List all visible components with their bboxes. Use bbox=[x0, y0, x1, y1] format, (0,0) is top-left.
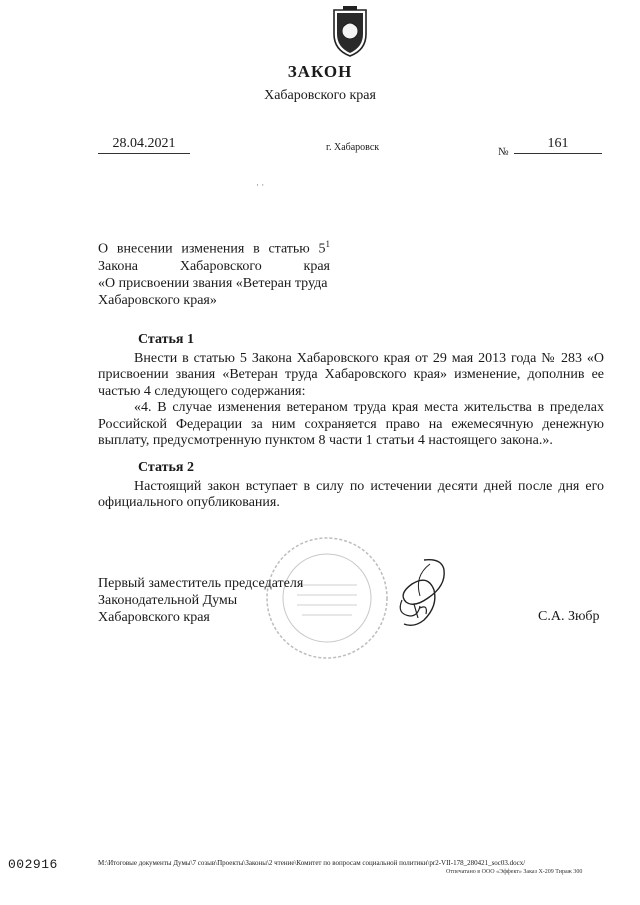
signatory-position-line-3: Хабаровского края bbox=[98, 610, 210, 625]
document-region: Хабаровского края bbox=[264, 88, 376, 103]
scan-artifact-dots: · · bbox=[256, 180, 265, 190]
title-line-1: О внесении изменения в статью $5^1$ bbox=[98, 239, 330, 257]
document-date: 28.04.2021 bbox=[98, 136, 190, 154]
title-line-1-mark: 1 bbox=[325, 239, 330, 249]
article-1-paragraph-2: «4. В случае изменения ветераном труда края места жительства в пределах Российской Федерации за ним сохраняется право на ежемесячную денежную выплату, предусмотренную пунктом 8 части 1 статьи 4 настоящего закона.». bbox=[98, 400, 604, 448]
law-title-block bbox=[98, 236, 330, 309]
article-1-paragraph-1: Внести в статью 5 Закона Хабаровского края от 29 мая 2013 года № 283 «О присвоении звания «Ветеран труда Хабаровского края» изменение, дополнив ее частью 4 следующего содержания: bbox=[98, 350, 604, 399]
article-1-heading: Статья 1 bbox=[138, 332, 194, 347]
signatory-position-line-2: Законодательной Думы bbox=[98, 593, 238, 608]
document-city: г. Хабаровск bbox=[326, 142, 380, 153]
document-number-label: № bbox=[498, 146, 509, 158]
footer-print-info: Отпечатано в ООО «Эффект» Заказ X-209 Тираж 300 bbox=[446, 869, 583, 875]
article-2-heading: Статья 2 bbox=[138, 460, 194, 475]
article-2-paragraph-1: Настоящий закон вступает в силу по истечении десяти дней после дня его официального опубликования. bbox=[98, 478, 604, 510]
article-2 bbox=[98, 460, 604, 512]
article-1 bbox=[98, 332, 604, 450]
title-line-4: Хабаровского края» bbox=[98, 292, 217, 308]
title-line-2: Закона Хабаровского края bbox=[98, 258, 330, 274]
footer-file-path: M:\Итоговые документы Думы\7 созыв\Проекты\Законы\2 чтение\Комитет по вопросам социальной политики\pr2-VII-178_280421_soc03.docx/ bbox=[98, 859, 526, 867]
title-line-3: «О присвоении звания «Ветеран труда bbox=[98, 275, 328, 291]
coat-of-arms-emblem bbox=[328, 4, 372, 58]
document-number: 161 bbox=[514, 136, 602, 154]
document-type: ЗАКОН bbox=[287, 62, 353, 81]
signatory-position-line-1: Первый заместитель председателя bbox=[98, 576, 304, 591]
signatory-name: С.А. Зюбр bbox=[538, 609, 600, 624]
signatory-position bbox=[98, 575, 303, 626]
footer-document-code: 002916 bbox=[8, 857, 58, 872]
handwritten-signature bbox=[384, 556, 454, 632]
